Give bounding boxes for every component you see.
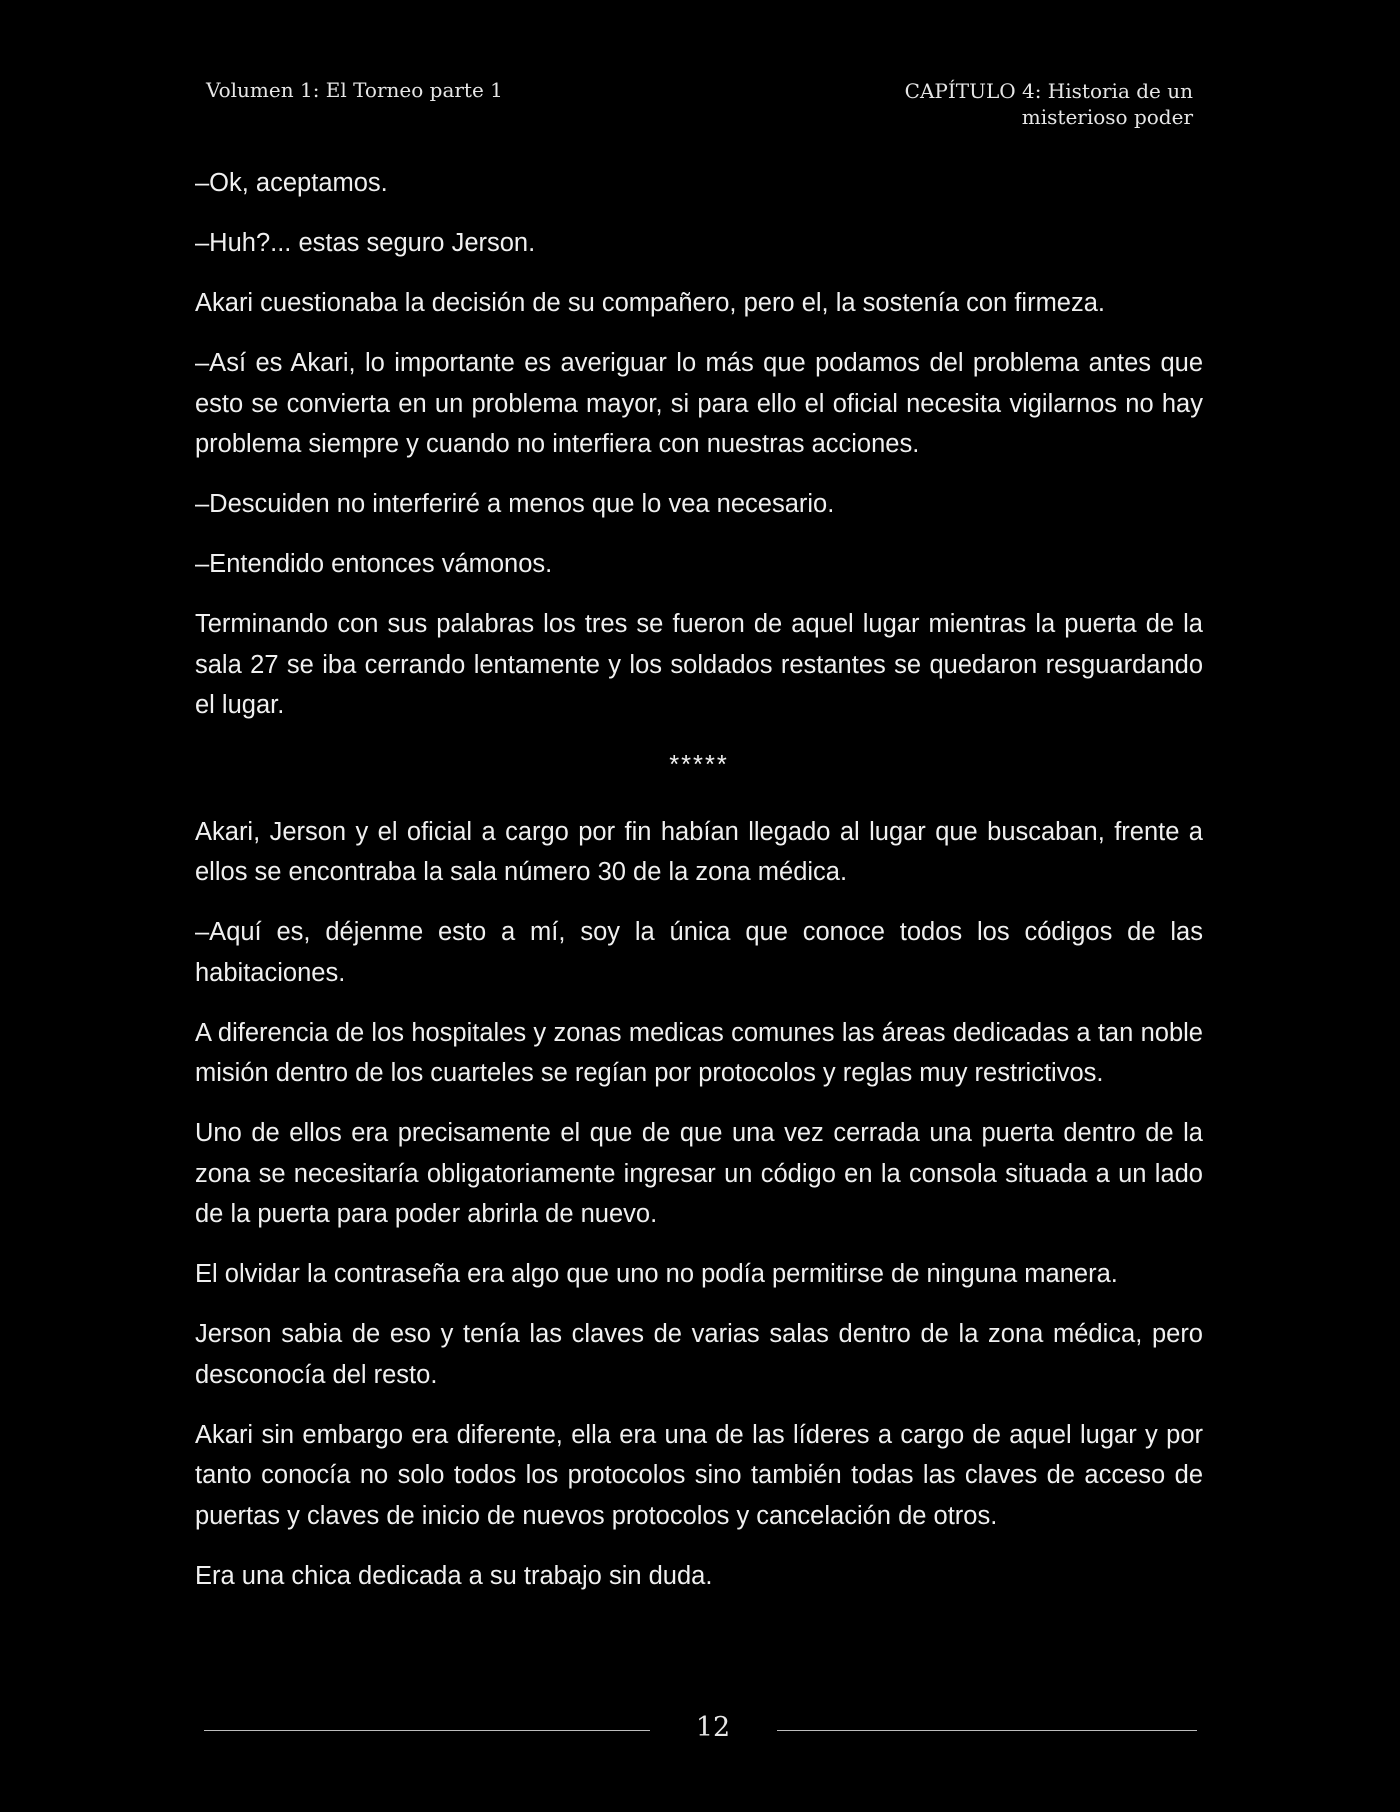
paragraph: El olvidar la contraseña era algo que uno no podía permitirse de ninguna manera.	[195, 1260, 1118, 1288]
page-footer	[0, 1710, 1400, 1750]
scene-break: *****	[669, 751, 729, 779]
running-header-volume: Volumen 1: El Torneo parte 1	[206, 78, 503, 102]
paragraph: Era una chica dedicada a su trabajo sin duda.	[195, 1561, 713, 1590]
page-number: 12	[695, 1712, 731, 1743]
paragraph: –Así es Akari, lo importante es averiguar lo más que podamos del problema antes que esto se convierta en un problema mayor, si para ello el oficial necesita vigilarnos no hay problema siempre y cuando no interfiera con nuestras acciones.	[195, 349, 1203, 458]
paragraph: –Ok, aceptamos.	[195, 169, 388, 197]
paragraph: Akari cuestionaba la decisión de su compañero, pero el, la sostenía con firmeza.	[195, 289, 1106, 317]
paragraph: Akari, Jerson y el oficial a cargo por fin habían llegado al lugar que buscaban, frente a ellos se encontraba la sala número 30 de la zona médica.	[195, 817, 1203, 886]
running-header-chapter	[773, 78, 1193, 130]
paragraph: –Huh?... estas seguro Jerson.	[195, 229, 536, 257]
page-body	[195, 163, 1203, 1616]
paragraph: Uno de ellos era precisamente el que de que una vez cerrada una puerta dentro de la zona se necesitaría obligatoriamente ingresar un código en la consola situada a un lado de la puerta para poder abrirla de nuevo.	[195, 1119, 1203, 1228]
paragraph: –Aquí es, déjenme esto a mí, soy la única que conoce todos los códigos de las habitaciones.	[195, 918, 1203, 987]
paragraph: –Entendido entonces vámonos.	[195, 550, 553, 578]
paragraph: Akari sin embargo era diferente, ella era una de las líderes a cargo de aquel lugar y por tanto conocía no solo todos los protocolos sino también todas las claves de acceso de puertas y claves de inicio de nuevos protocolos y cancelación de otros.	[195, 1420, 1203, 1530]
paragraph: –Descuiden no interferiré a menos que lo vea necesario.	[195, 490, 835, 518]
footer-rule-right	[777, 1730, 1197, 1731]
footer-rule-left	[204, 1730, 650, 1731]
chapter-title-line-2: misterioso poder	[1021, 105, 1193, 129]
paragraph: Terminando con sus palabras los tres se fueron de aquel lugar mientras la puerta de la sala 27 se iba cerrando lentamente y los soldados restantes se quedaron resguardando el lugar.	[195, 610, 1203, 719]
chapter-title-line-1: CAPÍTULO 4: Historia de un	[904, 79, 1193, 103]
paragraph: A diferencia de los hospitales y zonas medicas comunes las áreas dedicadas a tan noble misión dentro de los cuarteles se regían por protocolos y reglas muy restrictivos.	[195, 1018, 1203, 1087]
paragraph: Jerson sabia de eso y tenía las claves de varias salas dentro de la zona médica, pero desconocía del resto.	[195, 1320, 1203, 1389]
